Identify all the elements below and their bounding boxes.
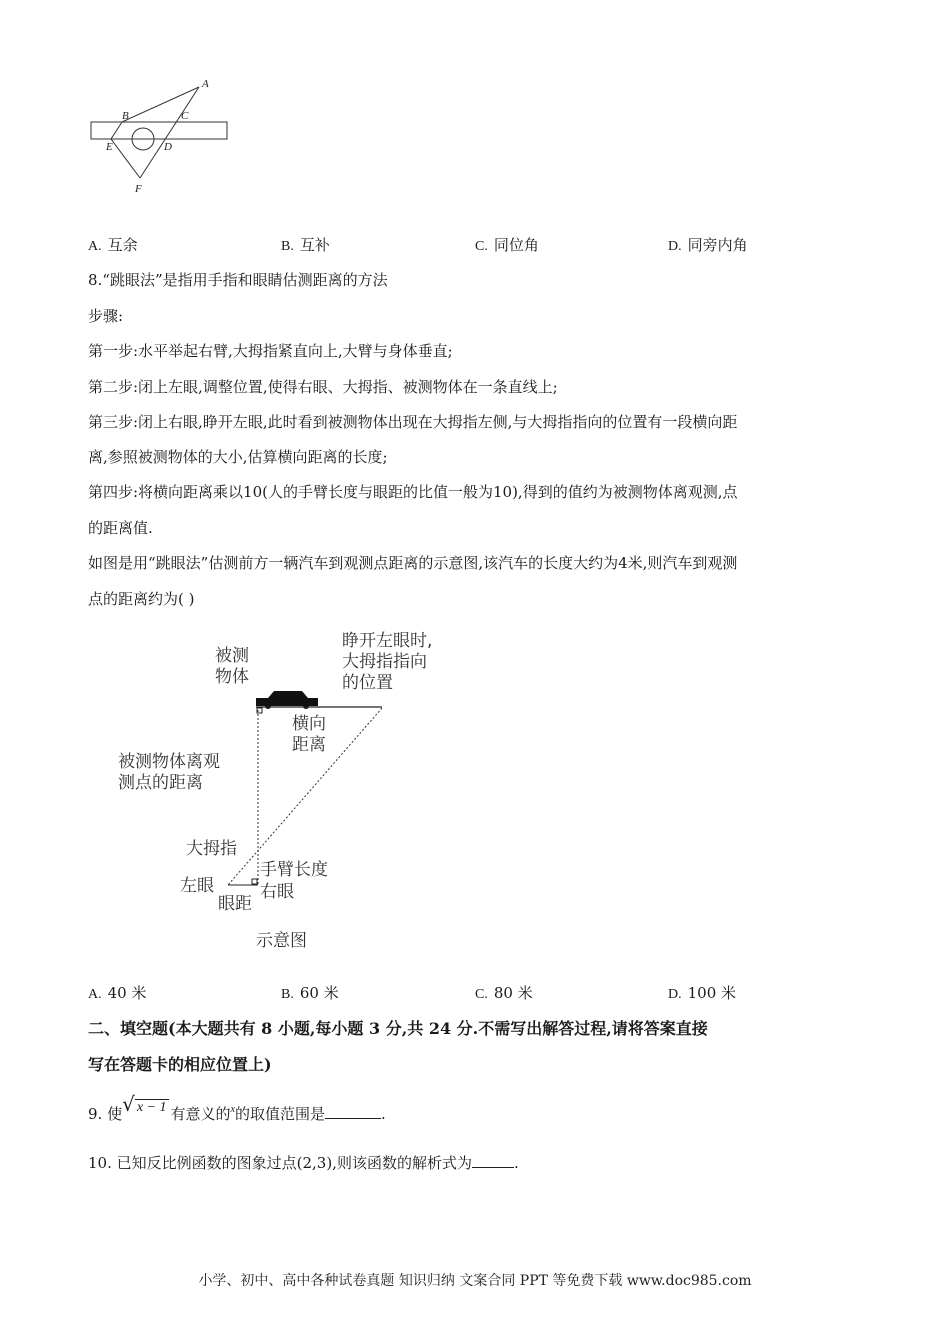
label-observation-distance: 被测物体离观 测点的距离	[118, 752, 220, 793]
section-heading-line2: 写在答题卡的相应位置上)	[88, 1055, 272, 1074]
label-right-eye: 右眼	[260, 882, 294, 902]
q8-steps-label: 步骤:	[88, 307, 124, 325]
q8-question-a: 如图是用“跳眼法”估测前方一辆汽车到观测点距离的示意图,该汽车的长度大约为4米,则汽车到观测	[88, 554, 738, 572]
q9-prefix: 9. 使	[88, 1105, 123, 1123]
q8-step4-a: 第四步:将横向距离乘以10(人的手臂长度与眼距的比值一般为10),得到的值约为被测物体离观测,点	[88, 483, 738, 501]
q10-end: .	[513, 1154, 519, 1172]
q9-suffix: 的取值范围是	[234, 1105, 325, 1123]
q8-step2: 第二步:闭上左眼,调整位置,使得右眼、大拇指、被测物体在一条直线上;	[88, 378, 558, 396]
q9-end: .	[381, 1105, 386, 1123]
segment-b-f	[111, 122, 122, 139]
page-footer: 小学、初中、高中各种试卷真题 知识归纳 文案合同 PPT 等免费下载 www.doc985.com	[198, 1273, 752, 1289]
label-thumb: 大拇指	[186, 839, 237, 859]
label-arm-length: 手臂长度	[260, 860, 328, 880]
q7-option-d: D. 同旁内角	[668, 236, 748, 254]
label-open-left-eye: 睁开左眼时, 大拇指指向 的位置	[342, 631, 433, 693]
jump-eye-diagram	[220, 680, 400, 890]
q7-option-b: B. 互补	[281, 236, 330, 254]
section-heading-line1: 二、填空题(本大题共有 8 小题,每小题 3 分,共 24 分.不需写出解答过程,请将答案直接	[88, 1019, 708, 1038]
label-b: B	[122, 110, 129, 122]
q10-answer-blank[interactable]	[472, 1152, 514, 1168]
label-lateral-distance: 横向 距离	[292, 714, 326, 755]
q10-text: 10. 已知反比例函数的图象过点(2,3),则该函数的解析式为	[88, 1154, 472, 1172]
q9-answer-blank[interactable]	[325, 1103, 381, 1119]
car-wheel-front	[265, 703, 271, 709]
label-object: 被测 物体	[215, 646, 249, 687]
q8-option-a: A. 40 米	[88, 984, 147, 1002]
q8-step3-b: 离,参照被测物体的大小,估算横向距离的长度;	[88, 448, 388, 466]
q9-radicand: x − 1	[136, 1100, 167, 1115]
car-shape	[256, 691, 318, 706]
label-f: F	[135, 183, 142, 195]
right-angle-mark-bottom	[252, 879, 257, 884]
q8-option-d: D. 100 米	[668, 984, 737, 1002]
q8-step4-b: 的距离值.	[88, 519, 153, 537]
strip-rectangle	[91, 122, 227, 139]
q7-option-c: C. 同位角	[475, 236, 539, 254]
q8-option-c: C. 80 米	[475, 984, 533, 1002]
figure-caption: 示意图	[256, 931, 307, 951]
label-e: E	[106, 141, 113, 153]
label-a: A	[202, 78, 209, 90]
q9-middle: 有意义的	[170, 1105, 231, 1123]
q9-var: x	[230, 1104, 235, 1115]
q8-step3-a: 第三步:闭上右眼,睁开左眼,此时看到被测物体出现在大拇指左侧,与大拇指指向的位置有一段横向距	[88, 413, 738, 431]
q10-line	[88, 1152, 519, 1173]
geometry-figure	[88, 75, 238, 200]
label-d: D	[164, 141, 172, 153]
q7-option-a: A. 互余	[88, 236, 138, 254]
q9-sqrt: √ x − 1	[122, 1092, 167, 1116]
label-left-eye: 左眼	[180, 876, 214, 896]
segment-e-f	[111, 139, 140, 178]
q8-title: 8.“跳眼法”是指用手指和眼睛估测距离的方法	[88, 271, 388, 289]
q9-line	[88, 1092, 386, 1127]
q8-option-b: B. 60 米	[281, 984, 339, 1002]
q8-step1: 第一步:水平举起右臂,大拇指紧直向上,大臂与身体垂直;	[88, 342, 453, 360]
label-eye-distance: 眼距	[218, 894, 252, 914]
label-c: C	[181, 110, 189, 122]
car-wheel-rear	[303, 703, 309, 709]
q8-question-b: 点的距离约为( )	[88, 590, 195, 608]
